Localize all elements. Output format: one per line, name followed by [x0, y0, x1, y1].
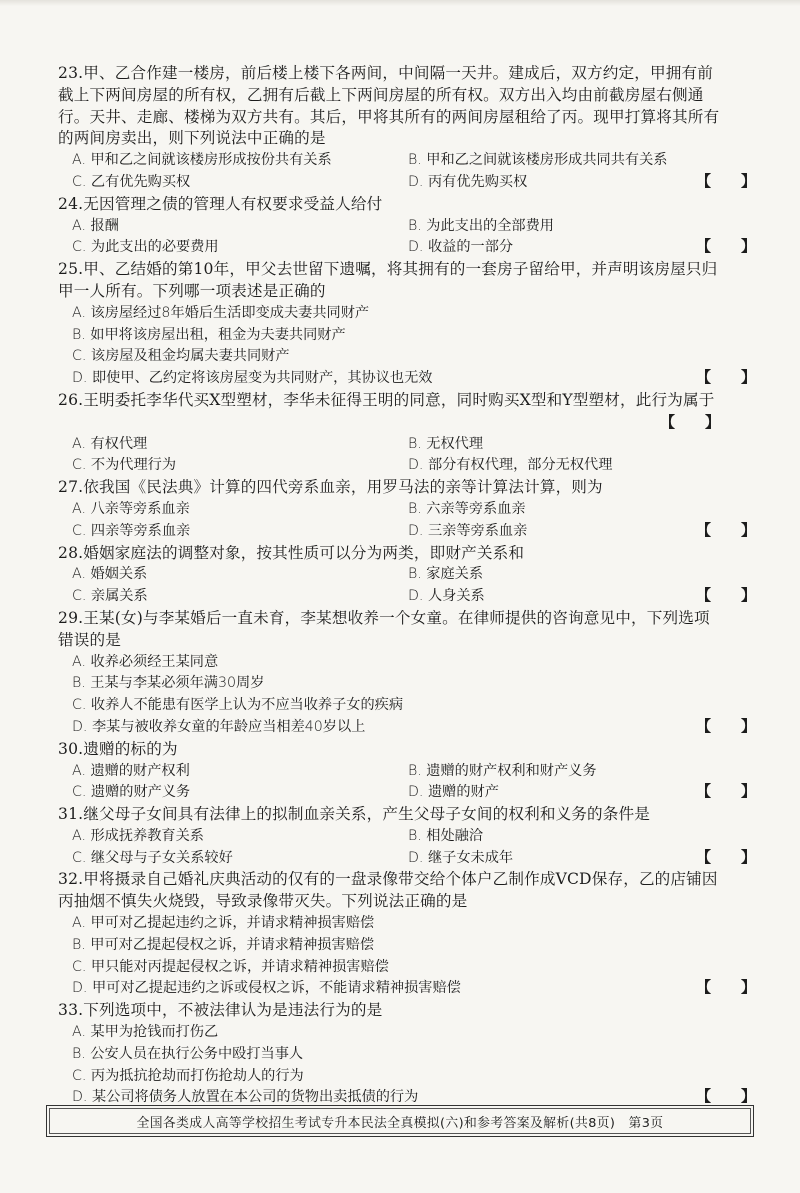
- option-d[interactable]: D. 收益的一部分: [408, 239, 514, 256]
- question-27: [58, 477, 756, 542]
- question-25: [58, 259, 756, 390]
- option-d[interactable]: D. 遗赠的财产: [408, 784, 499, 801]
- option-d[interactable]: D. 丙有优先购买权: [408, 173, 528, 190]
- options: [58, 913, 756, 1000]
- option-d[interactable]: D. 三亲等旁系血亲: [408, 522, 528, 539]
- options: [58, 216, 756, 260]
- option-b[interactable]: B. 王某与李某必须年满30周岁: [72, 675, 265, 692]
- option-a[interactable]: A. 有权代理: [72, 435, 148, 452]
- answer-bracket[interactable]: 【 】: [695, 978, 756, 997]
- option-b[interactable]: B. 无权代理: [408, 435, 484, 452]
- question-stem: 23.甲、乙合作建一楼房，前后楼上楼下各两间，中间隔一天井。建成后，双方约定，甲拥有前截上下两间房屋的所有权，乙拥有后截上下两间房屋的所有权。双方出入均由前截房屋右侧通行。天井、走廊、楼梯为双方共有。其后，甲将其所有的两间房屋租给了丙。现甲打算将其所有的两间房卖出，则下列说法中正确的是 【 】: [58, 63, 756, 150]
- answer-bracket[interactable]: 【 】: [695, 237, 756, 256]
- option-c[interactable]: C. 甲只能对丙提起侵权之诉，并请求精神损害赔偿: [72, 958, 389, 975]
- option-a[interactable]: A. 甲和乙之间就该楼房形成按份共有关系: [72, 152, 332, 169]
- option-d[interactable]: D. 部分有权代理，部分无权代理: [408, 457, 613, 474]
- option-d[interactable]: D. 即使甲、乙约定将该房屋变为共同财产，其协议也无效: [72, 370, 433, 387]
- options: [58, 826, 756, 870]
- option-d[interactable]: D. 甲可对乙提起违约之诉或侵权之诉，不能请求精神损害赔偿: [72, 980, 461, 997]
- options: [58, 150, 756, 194]
- answer-bracket[interactable]: 【 】: [695, 368, 756, 387]
- option-b[interactable]: B. 甲和乙之间就该楼房形成共同共有关系: [408, 152, 668, 169]
- option-c[interactable]: C. 继父母与子女关系较好: [72, 849, 233, 866]
- question-24: [58, 194, 756, 259]
- option-c[interactable]: C. 该房屋及租金均属夫妻共同财产: [72, 348, 290, 365]
- option-b[interactable]: B. 六亲等旁系血亲: [408, 500, 526, 517]
- answer-bracket[interactable]: 【 】: [659, 412, 720, 431]
- option-a[interactable]: A. 婚姻关系: [72, 566, 148, 583]
- answer-bracket[interactable]: 【 】: [695, 171, 756, 190]
- option-a[interactable]: A. 甲可对乙提起违约之诉，并请求精神损害赔偿: [72, 915, 375, 932]
- question-stem: 29.王某(女)与李某婚后一直未育，李某想收养一个女童。在律师提供的咨询意见中，下列选项错误的是 【 】: [58, 608, 756, 652]
- option-a[interactable]: A. 该房屋经过8年婚后生活即变成夫妻共同财产: [72, 304, 370, 321]
- question-stem: 25.甲、乙结婚的第10年，甲父去世留下遗嘱，将其拥有的一套房子留给甲，并声明该房屋只归甲一人所有。下列哪一项表述是正确的 【 】: [58, 259, 756, 303]
- answer-bracket[interactable]: 【 】: [695, 1087, 756, 1106]
- question-stem: 32.甲将摄录自己婚礼庆典活动的仅有的一盘录像带交给个体户乙制作成VCD保存，乙的店铺因丙抽烟不慎失火烧毁，导致录像带灭失。下列说法正确的是 【 】: [58, 869, 756, 913]
- question-stem: 27.依我国《民法典》计算的四代旁系血亲，用罗马法的亲等计算法计算，则为 【 】: [58, 477, 756, 499]
- answer-bracket[interactable]: 【 】: [695, 586, 756, 605]
- options: [58, 564, 756, 608]
- option-b[interactable]: B. 家庭关系: [408, 566, 484, 583]
- answer-bracket[interactable]: 【 】: [695, 847, 756, 866]
- option-c[interactable]: C. 乙有优先购买权: [72, 173, 191, 190]
- options: [58, 1022, 756, 1109]
- question-31: [58, 804, 756, 869]
- option-d[interactable]: D. 某公司将债务人放置在本公司的货物出卖抵债的行为: [72, 1089, 419, 1106]
- question-stem: 33.下列选项中，不被法律认为是违法行为的是 【 】: [58, 1000, 756, 1022]
- scan-edge: [0, 0, 800, 6]
- question-28: [58, 543, 756, 608]
- question-stem: 31.继父母子女间具有法律上的拟制血亲关系，产生父母子女间的权利和义务的条件是 【 】: [58, 804, 756, 826]
- option-b[interactable]: B. 遗赠的财产权利和财产义务: [408, 762, 597, 779]
- option-a[interactable]: A. 报酬: [72, 217, 119, 234]
- option-a[interactable]: A. 遗赠的财产权利: [72, 762, 190, 779]
- question-stem: 24.无因管理之债的管理人有权要求受益人给付 【 】: [58, 194, 756, 216]
- option-c[interactable]: C. 四亲等旁系血亲: [72, 522, 191, 539]
- option-a[interactable]: A. 八亲等旁系血亲: [72, 500, 190, 517]
- option-a[interactable]: A. 收养必须经王某同意: [72, 653, 219, 670]
- page-footer: 全国各类成人高等学校招生考试专升本民法全真模拟(六)和参考答案及解析(共8页) 第3页: [46, 1105, 754, 1137]
- question-23: [58, 63, 756, 194]
- option-a[interactable]: A. 某甲为抢钱而打伤乙: [72, 1024, 219, 1041]
- options: [58, 434, 756, 478]
- option-c[interactable]: C. 为此支出的必要费用: [72, 239, 219, 256]
- question-stem: 28.婚姻家庭法的调整对象，按其性质可以分为两类，即财产关系和 【 】: [58, 543, 756, 565]
- option-b[interactable]: B. 相处融洽: [408, 827, 484, 844]
- option-b[interactable]: B. 公安人员在执行公务中殴打当事人: [72, 1045, 304, 1062]
- answer-bracket[interactable]: 【 】: [695, 782, 756, 801]
- option-b[interactable]: B. 甲可对乙提起侵权之诉，并请求精神损害赔偿: [72, 936, 375, 953]
- option-b[interactable]: B. 为此支出的全部费用: [408, 217, 554, 234]
- question-stem: 30.遗赠的标的为 【 】: [58, 739, 756, 761]
- question-stem: 26.王明委托李华代买X型塑材，李华未征得王明的同意，同时购买X型和Y型塑材，此行为属于 【 】: [58, 390, 756, 434]
- question-29: [58, 608, 756, 739]
- option-c[interactable]: C. 不为代理行为: [72, 457, 177, 474]
- option-c[interactable]: C. 丙为抵抗抢劫而打伤抢劫人的行为: [72, 1067, 304, 1084]
- option-d[interactable]: D. 继子女未成年: [408, 849, 514, 866]
- options: [58, 303, 756, 390]
- option-c[interactable]: C. 收养人不能患有医学上认为不应当收养子女的疾病: [72, 697, 404, 714]
- option-d[interactable]: D. 李某与被收养女童的年龄应当相差40岁以上: [72, 718, 366, 735]
- option-b[interactable]: B. 如甲将该房屋出租，租金为夫妻共同财产: [72, 326, 346, 343]
- option-a[interactable]: A. 形成抚养教育关系: [72, 827, 204, 844]
- options: [58, 761, 756, 805]
- options: [58, 652, 756, 739]
- options: [58, 499, 756, 543]
- question-32: [58, 869, 756, 1000]
- answer-bracket[interactable]: 【 】: [695, 716, 756, 735]
- option-d[interactable]: D. 人身关系: [408, 588, 485, 605]
- option-c[interactable]: C. 遗赠的财产义务: [72, 784, 191, 801]
- question-33: [58, 1000, 756, 1109]
- question-26: [58, 390, 756, 477]
- question-list: [58, 63, 756, 1109]
- answer-bracket[interactable]: 【 】: [695, 520, 756, 539]
- option-c[interactable]: C. 亲属关系: [72, 588, 148, 605]
- question-30: [58, 739, 756, 804]
